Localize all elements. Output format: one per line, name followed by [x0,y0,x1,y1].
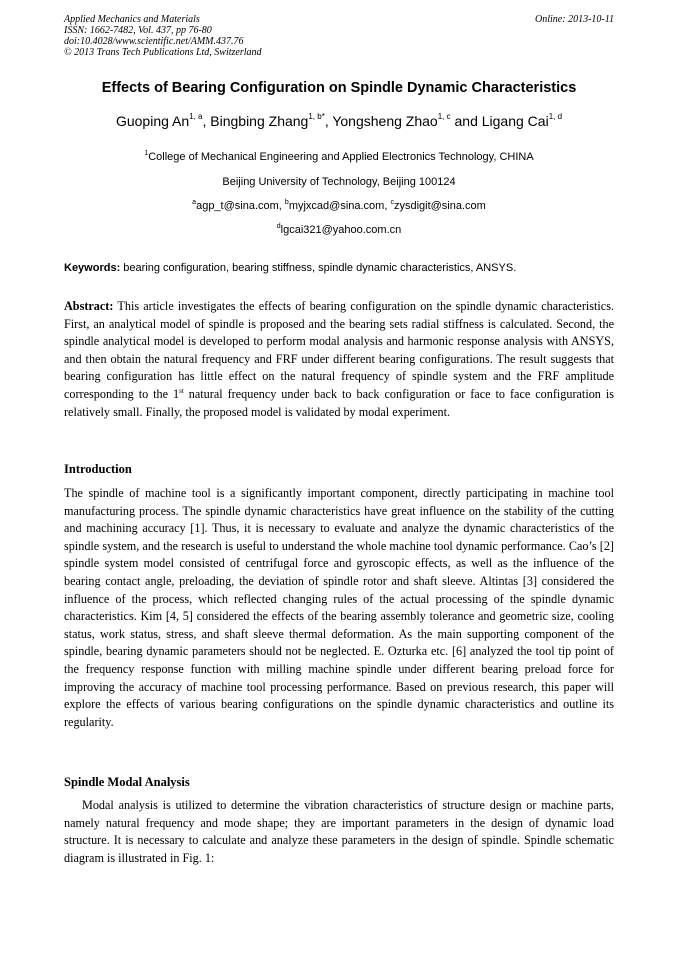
email-a: agp_t@sina.com, [196,200,285,212]
affiliation-line-1 [0,151,678,163]
author-name: Bingbing Zhang [210,113,309,129]
author-conjunction: and [450,113,482,129]
author-name: Guoping An [115,113,190,129]
email-mark: c [390,199,394,206]
author-affiliation-mark: 1, b* [308,112,325,121]
introduction-text: The spindle of machine tool is a significantly important component, directly participating in machine tool manufacturing process. The spindle dynamic characteristics have great influence on the stability of the cutting and machining accuracy [1]. Thus, it is necessary to evaluate and analyze the dynamic characteristics of the spindle system, and the research is useful to understand the whole machine tool dynamic performance. Cao’s [2] spindle system model consisted of centrifugal force and gyroscopic effects, as well as the influence of the bearing contact angle, preloading, the deviation of spindle rotor and shaft sleeve. Altintas [3] considered the influence of the process, which reflected changing rules of the actual processing of the spindle dynamic characteristics. Kim [4, 5] considered the effects of the bearing assembly tolerance and geometric size, cooling status, work status, stress, and shaft sleeve thermal deformation. As the main supporting component of the spindle, bearing dynamic parameters should not be neglected. E. Ozturka etc. [6] analyzed the tool tip point of the frequency response function with milling machine spindle under different bearing preload force for improving the accuracy of machine tool processing performance. Based on previous research, this paper will explore the effects of various bearing configurations on the spindle dynamic characteristics and outline its regularity. [64,486,614,729]
issn-line: ISSN: 1662-7482, Vol. 437, pp 76-80 [64,25,212,36]
introduction-heading: Introduction [64,462,132,476]
abstract [64,298,614,421]
abstract-label: Abstract: [64,299,114,313]
email-b: myjxcad@sina.com, [288,200,391,212]
author-affiliation-mark: 1, a [189,112,203,121]
email-mark: d [276,223,281,230]
author-list [0,113,678,129]
doi-line: doi:10.4028/www.scientific.net/AMM.437.76 [64,36,244,47]
email-line-1 [0,200,678,212]
paper-title: Effects of Bearing Configuration on Spindle Dynamic Characteristics [101,80,577,96]
email-mark: b [284,199,289,206]
abstract-text-cont: natural frequency under back to back configuration or face to face configuration is relatively small. Finally, the proposed model is validated by modal experiment. [64,386,615,419]
author-name: Ligang Cai [481,113,549,129]
keywords [64,262,616,274]
email-d: lgcai321@yahoo.com.cn [280,224,402,236]
online-date: Online: 2013-10-11 [535,14,614,25]
modal-analysis-text: Modal analysis is utilized to determine the vibration characteristics of structure design or machine parts, namely natural frequency and mode shape; they are important parameters in the design of dynamic load structure. It is necessary to calculate and analyze these parameters in the design of spindle. Spindle schematic diagram is illustrated in Fig. 1: [64,798,614,865]
affiliation-line-2: Beijing University of Technology, Beijing 100124 [222,176,456,188]
author-affiliation-mark: 1, c [437,112,451,121]
email-mark: a [192,199,197,206]
ordinal-suffix: st [179,386,184,395]
affiliation-text: College of Mechanical Engineering and Applied Electronics Technology, CHINA [148,151,534,163]
email-line-2 [0,224,678,236]
author-affiliation-mark: 1, d [548,112,563,121]
author-separator: , [324,113,333,129]
modal-analysis-heading: Spindle Modal Analysis [64,775,190,789]
affiliation-mark: 1 [144,150,149,157]
copyright-line: © 2013 Trans Tech Publications Ltd, Switzerland [64,47,262,58]
email-c: zysdigit@sina.com [393,200,486,212]
author-separator: , [202,113,211,129]
abstract-text: This article investigates the effects of bearing configuration on the spindle dynamic characteristics. First, an analytical model of spindle is proposed and the bearing sets radial stiffness is calculated. Second, the spindle analytical model is developed to perform modal analysis and harmonic response analysis with ANSYS, and then obtain the natural frequency and FRF under different bearing configurations. The result suggests that bearing configuration has little effect on the natural frequency of spindle system and the FRF amplitude corresponding to the 1 [64,299,614,401]
keywords-text: bearing configuration, bearing stiffness, spindle dynamic characteristics, ANSYS. [120,262,517,274]
keywords-label: Keywords: [64,262,121,274]
author-name: Yongsheng Zhao [332,113,438,129]
journal-name: Applied Mechanics and Materials [64,14,200,25]
